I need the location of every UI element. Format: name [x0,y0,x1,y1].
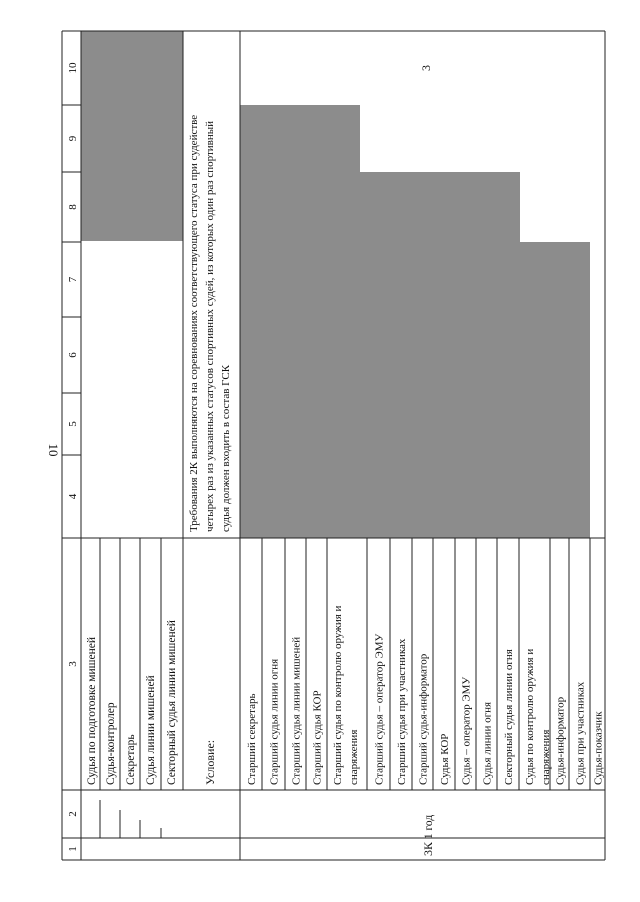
category-label: 3К [421,841,435,857]
bottom-role-label: Судья КОР [439,733,451,785]
bottom-role-label: Старший судья линии огня [268,658,281,785]
bottom-role-label: Старший судья линии мишеней [290,636,303,785]
column-number: 7 [67,276,79,283]
bottom-role-label: Старший судья при участниках [396,638,408,785]
column-number: 2 [67,811,79,817]
bottom-role-label: Судья – оператор ЭМУ [460,676,473,785]
column-number: 4 [67,493,79,500]
count-value: 3 [419,65,433,71]
bottom-role-label: Судья линии огня [481,701,494,785]
top-role-label: Секретарь [125,734,137,785]
shaded-regions [81,31,590,538]
column-number: 8 [67,204,79,210]
requirement-line: Требования 2К выполняются на соревнованиях соответствующего статуса при судействе [188,114,200,532]
column-number: 1 [67,846,79,852]
bottom-role-label: Старший судья – оператор ЭМУ [373,633,386,785]
column-number: 9 [67,135,79,142]
shade-top-right [81,31,183,241]
bottom-role-label: Старший судья КОР [311,690,324,785]
bottom-role-label: Судья-информатор [554,696,567,785]
bottom-role-label: снаряжения [348,729,360,785]
top-role-label: Судья по подготовке мишеней [86,636,98,785]
condition-label: Условие: [203,739,217,785]
column-number: 6 [67,352,79,358]
top-role-label: Секторный судья линии мишеней [166,620,178,785]
top-role-label: Судья-контролер [105,702,117,785]
column-number: 3 [67,661,79,667]
bottom-role-label: снаряжения [540,729,552,785]
bottom-role-label: Судья-показчик [592,711,605,785]
bottom-role-label: Судья при участниках [574,681,587,785]
page-number: 10 [46,443,61,457]
bottom-role-label: Секторный судья линии огня [503,649,515,785]
shade-bottom [240,105,590,538]
column-number: 5 [67,421,79,427]
bottom-role-label: Старший судья-информатор [417,653,430,785]
bottom-role-label: Судья по контролю оружия и [524,648,536,785]
bottom-role-label: Старший судья по контролю оружия и [332,605,344,785]
requirement-line: судья должен входить в состав ГСК [220,364,232,532]
column-number: 10 [67,62,79,74]
requirement-line: четырех раз из указанных статусов спортивных судей, из которых один раз спортивный [204,120,216,532]
period-label: 1 год [423,814,435,840]
bottom-role-label: Старший секретарь [246,693,258,785]
top-role-label: Судья линии мишеней [145,675,157,785]
